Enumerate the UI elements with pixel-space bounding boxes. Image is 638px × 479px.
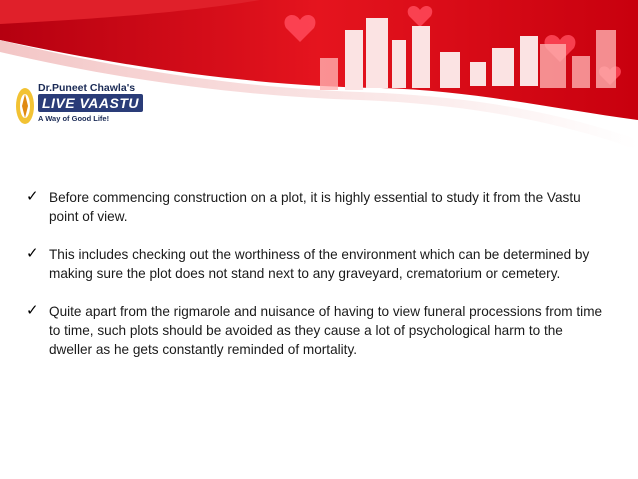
bullet-text: Before commencing construction on a plot, it is highly essential to study it from the Vastu point of view. (49, 190, 581, 224)
checkmark-icon: ✓ (26, 301, 39, 319)
checkmark-icon: ✓ (26, 187, 39, 205)
live-vaastu-logo (14, 82, 154, 130)
logo-author: Dr.Puneet Chawla's (38, 82, 136, 94)
bullet-list (28, 188, 608, 378)
logo-emblem-icon (14, 86, 36, 126)
bullet-item (28, 188, 608, 226)
logo-brand: LIVE VAASTU (38, 94, 143, 112)
checkmark-icon: ✓ (26, 244, 39, 262)
bullet-item (28, 302, 608, 359)
bullet-text: This includes checking out the worthiness of the environment which can be determined by making sure the plot does not stand next to any graveyard, crematorium or cemetery. (49, 247, 590, 281)
bullet-text: Quite apart from the rigmarole and nuisance of having to view funeral processions from time to time, such plots should be avoided as they cause a lot of psychological harm to the dweller as he gets constantly reminded of mortality. (49, 304, 603, 357)
logo-tagline: A Way of Good Life! (38, 114, 110, 123)
bullet-item (28, 245, 608, 283)
